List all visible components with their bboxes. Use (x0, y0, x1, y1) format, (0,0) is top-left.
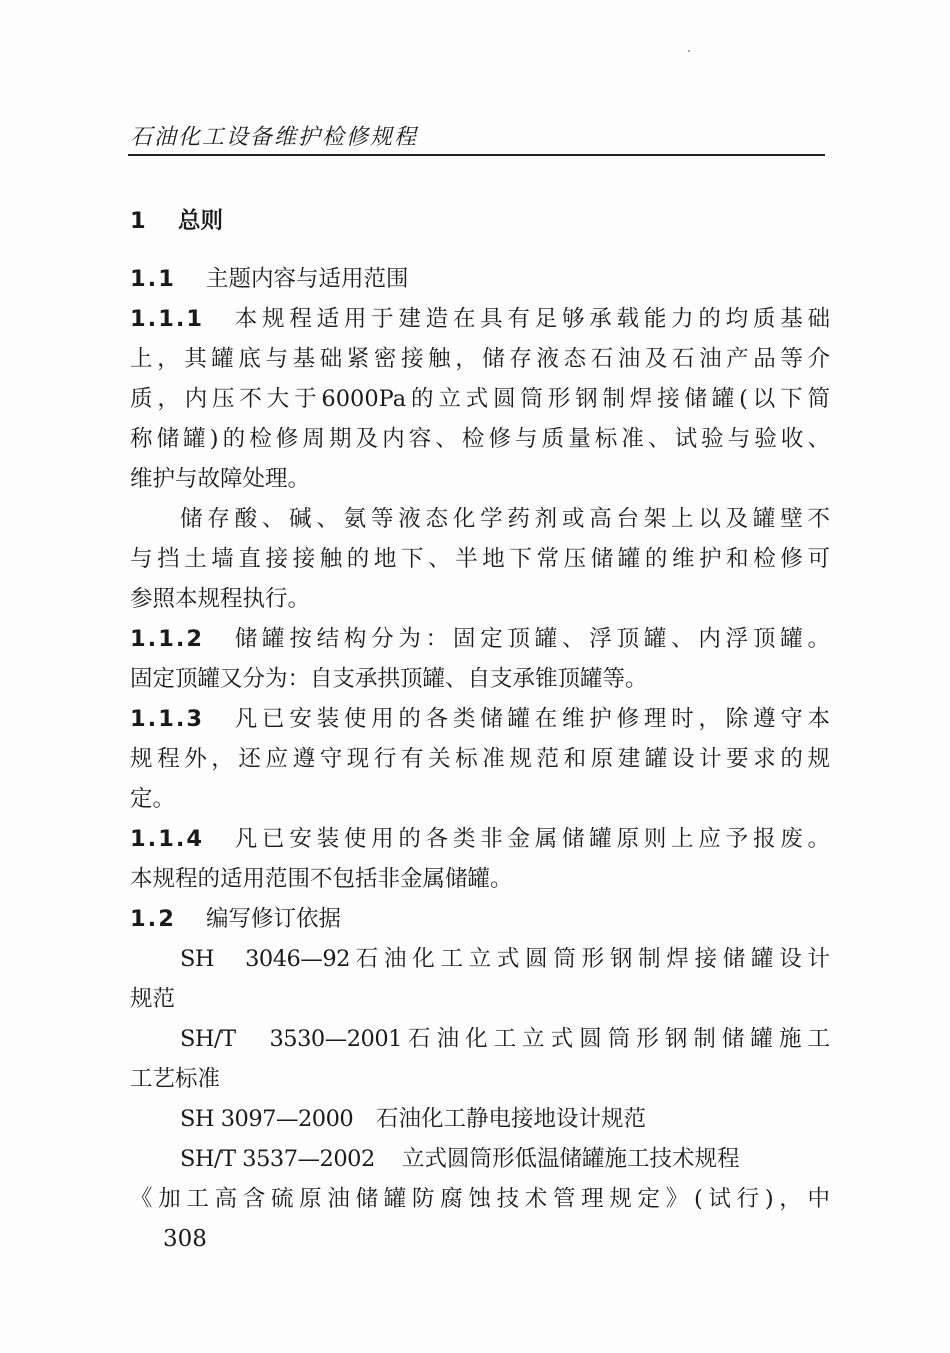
section-number: 1.2 (130, 906, 176, 932)
reference-item (180, 1024, 830, 1054)
clause-number: 1.1.4 (130, 826, 205, 852)
reference-code: SH 3046—92 (180, 946, 350, 972)
reference-title: 立式圆筒形低温储罐施工技术规程 (402, 1146, 740, 1172)
reference-code: SH/T 3530—2001 (180, 1026, 402, 1052)
clause-text: 储罐按结构分为：固定顶罐、浮顶罐、内浮顶罐。 (230, 626, 830, 652)
clause-1-1-1-line-3: 质，内压不大于6000Pa的立式圆筒形钢制焊接储罐(以下简 (130, 386, 830, 412)
clause-number: 1.1.1 (130, 306, 205, 332)
reference-title: 石油化工立式圆筒形钢制焊接储罐设计 (350, 946, 830, 972)
header-rule (128, 154, 825, 156)
clause-text: 凡已安装使用的各类非金属储罐原则上应予报废。 (230, 826, 830, 852)
section-heading-1-2 (130, 904, 830, 934)
clause-1-1-1-line-4: 称储罐)的检修周期及内容、检修与质量标准、试验与验收、 (130, 426, 830, 452)
section-title: 编写修订依据 (206, 906, 342, 932)
clause-number: 1.1.3 (130, 706, 205, 732)
reference-item (180, 1104, 830, 1134)
section-heading-1-1 (130, 264, 830, 294)
clause-1-1-1-line-5: 维护与故障处理。 (130, 466, 311, 492)
clause-1-1-4-line-2: 本规程的适用范围不包括非金属储罐。 (130, 866, 513, 892)
running-header: 石油化工设备维护检修规程 (130, 125, 419, 150)
reference-code: SH/T 3537—2002 (180, 1146, 375, 1172)
reference-continuation: 规范 (130, 986, 176, 1012)
clause-1-1-3-line-1 (130, 704, 830, 734)
reference-code: SH 3097—2000 (180, 1106, 354, 1132)
chapter-heading (130, 206, 830, 236)
reference-title: 石油化工静电接地设计规范 (376, 1106, 647, 1132)
final-line: 《加工高含硫原油储罐防腐蚀技术管理规定》(试行)，中 (130, 1186, 830, 1212)
para-ref-line-3: 参照本规程执行。 (130, 586, 311, 612)
clause-1-1-1-line-1 (130, 304, 830, 334)
section-title: 主题内容与适用范围 (206, 266, 409, 292)
reference-continuation: 工艺标准 (130, 1066, 221, 1092)
clause-1-1-1-line-2: 上，其罐底与基础紧密接触，储存液态石油及石油产品等介 (130, 346, 830, 372)
clause-number: 1.1.2 (130, 626, 205, 652)
scan-speck (688, 50, 690, 52)
reference-item (180, 944, 830, 974)
chapter-title: 总则 (178, 208, 224, 234)
clause-1-1-3-line-3: 定。 (130, 786, 176, 812)
para-ref-line-1: 储存酸、碱、氨等液态化学药剂或高台架上以及罐壁不 (180, 506, 830, 532)
para-ref-line-2: 与挡土墙直接接触的地下、半地下常压储罐的维护和检修可 (130, 546, 830, 572)
clause-text: 凡已安装使用的各类储罐在维护修理时，除遵守本 (230, 706, 830, 732)
clause-text: 本规程适用于建造在具有足够承载能力的均质基础 (230, 306, 830, 332)
clause-1-1-4-line-1 (130, 824, 830, 854)
reference-title: 石油化工立式圆筒形钢制储罐施工 (402, 1026, 830, 1052)
chapter-number: 1 (130, 208, 148, 234)
clause-1-1-2-line-2: 固定顶罐又分为：自支承拱顶罐、自支承锥顶罐等。 (130, 666, 648, 692)
reference-item (180, 1144, 830, 1174)
section-number: 1.1 (130, 266, 176, 292)
page-number: 308 (163, 1226, 207, 1252)
clause-1-1-2-line-1 (130, 624, 830, 654)
clause-1-1-3-line-2: 规程外，还应遵守现行有关标准规范和原建罐设计要求的规 (130, 746, 830, 772)
